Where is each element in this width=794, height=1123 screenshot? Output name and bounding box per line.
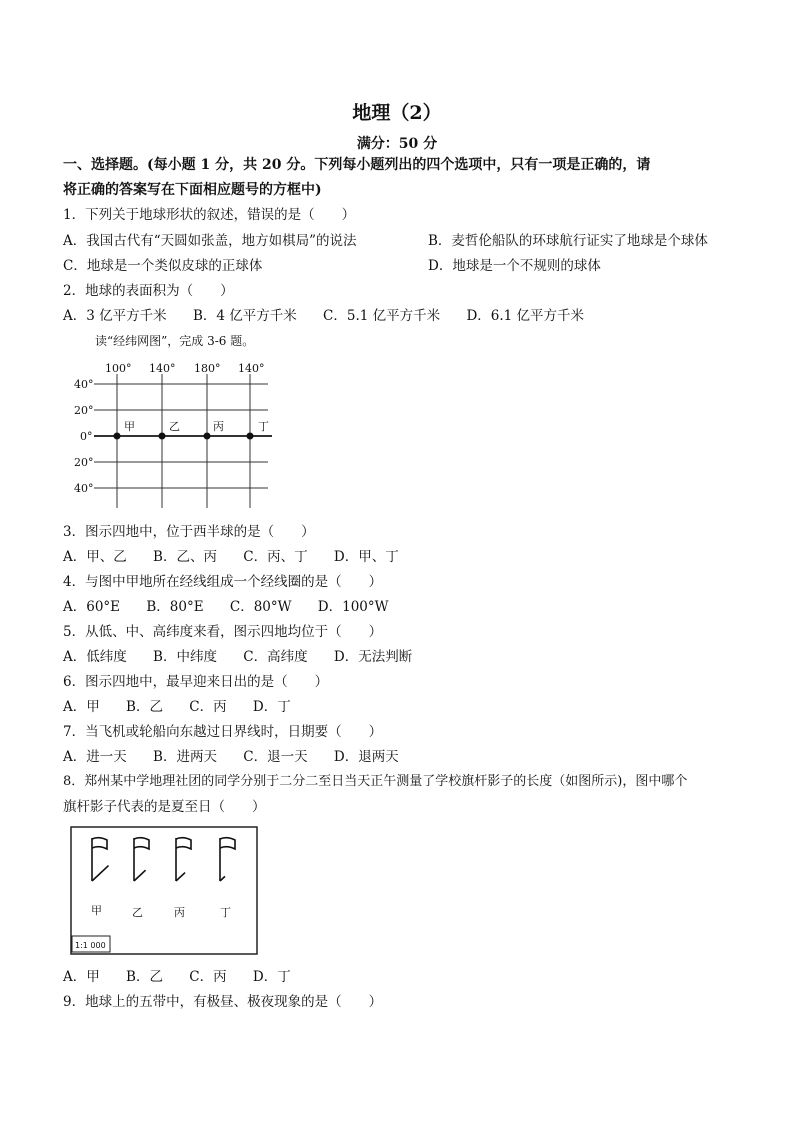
question-4-options: [63, 598, 389, 616]
section-heading-line1: 一、选择题。(每小题 1 分，共 20 分。下列每小题列出的四个选项中，只有一项是正确的，请: [63, 157, 651, 173]
shadow-bing: [176, 873, 185, 881]
q6-option-c: C．丙: [189, 699, 227, 715]
q1-option-c: C．地球是一个类似皮球的正球体: [63, 258, 263, 274]
latitude-label-1: 40°: [74, 378, 94, 391]
q2-option-a: A．3 亿平方千米: [63, 308, 167, 324]
point-label-yi: 乙: [169, 420, 180, 433]
q2-option-d: D．6.1 亿平方千米: [466, 308, 585, 324]
latitude-label-2: 20°: [74, 404, 94, 417]
longitude-label-2: 140°: [149, 362, 176, 375]
page-title: 地理（2）: [352, 102, 442, 124]
flag-jia: [92, 838, 107, 849]
flag-ding: [220, 838, 235, 849]
full-score: 满分：50 分: [356, 136, 438, 152]
question-6-stem: 6．图示四地中，最早迎来日出的是（ ）: [63, 674, 329, 690]
longitude-label-3: 180°: [194, 362, 221, 375]
flag-label-ding: 丁: [220, 906, 231, 919]
q6-option-d: D．丁: [252, 699, 291, 715]
q1-option-b: B．麦哲伦船队的环球航行证实了地球是个球体: [428, 233, 708, 249]
q2-option-b: B．4 亿平方千米: [192, 308, 297, 324]
q7-option-d: D．退两天: [333, 749, 399, 765]
figure-instruction: 读“经纬网图”，完成 3-6 题。: [95, 334, 255, 348]
q2-option-c: C．5.1 亿平方千米: [323, 308, 441, 324]
question-8-stem-line2: 旗杆影子代表的是夏至日（ ）: [63, 799, 266, 815]
q8-option-c: C．丙: [189, 969, 227, 985]
point-yi: [159, 433, 166, 440]
q3-option-a: A．甲、乙: [63, 549, 127, 565]
scale-label: 1:1 000: [75, 941, 106, 950]
question-6-options: [63, 698, 291, 716]
shadow-jia: [92, 866, 109, 881]
q8-option-d: D．丁: [252, 969, 291, 985]
flag-yi: [134, 838, 149, 849]
flagpole-shadow-figure: [70, 826, 260, 956]
q6-option-b: B．乙: [126, 699, 163, 715]
question-2-stem: 2．地球的表面积为（ ）: [63, 283, 234, 299]
q6-option-a: A．甲: [63, 699, 100, 715]
point-label-jia: 甲: [124, 420, 135, 433]
q5-option-a: A．低纬度: [63, 649, 127, 665]
q4-option-d: D．100°W: [317, 599, 389, 615]
question-5-options: [63, 648, 412, 666]
q7-option-b: B．进两天: [153, 749, 217, 765]
question-1-options-row1: [63, 232, 708, 250]
q1-option-a: A．我国古代有“天圆如张盖，地方如棋局”的说法: [63, 233, 357, 249]
latitude-label-5: 40°: [74, 482, 94, 495]
question-4-stem: 4．与图中甲地所在经线组成一个经线圈的是（ ）: [63, 574, 383, 590]
point-bing: [204, 433, 211, 440]
q5-option-b: B．中纬度: [153, 649, 217, 665]
question-1-stem: 1．下列关于地球形状的叙述，错误的是（ ）: [63, 207, 356, 223]
q4-option-a: A．60°E: [63, 599, 121, 615]
longitude-label-4: 140°: [238, 362, 265, 375]
question-5-stem: 5．从低、中、高纬度来看，图示四地均位于（ ）: [63, 624, 383, 640]
q5-option-d: D．无法判断: [333, 649, 413, 665]
q3-option-c: C．丙、丁: [243, 549, 308, 565]
q3-option-d: D．甲、丁: [333, 549, 399, 565]
q7-option-c: C．退一天: [243, 749, 308, 765]
point-jia: [114, 433, 121, 440]
q4-option-b: B．80°E: [146, 599, 204, 615]
q1-option-d: D．地球是一个不规则的球体: [428, 258, 601, 274]
question-7-stem: 7．当飞机或轮船向东越过日界线时，日期要（ ）: [63, 724, 383, 740]
q7-option-a: A．进一天: [63, 749, 127, 765]
longitude-label-1: 100°: [105, 362, 132, 375]
q8-option-a: A．甲: [63, 969, 100, 985]
q4-option-c: C．80°W: [229, 599, 292, 615]
question-8-options: [63, 968, 291, 986]
section-heading-line2: 将正确的答案写在下面相应题号的方框中): [63, 182, 322, 198]
question-9-stem: 9．地球上的五带中，有极昼、极夜现象的是（ ）: [63, 994, 383, 1010]
question-7-options: [63, 748, 399, 766]
question-3-options: [63, 548, 399, 566]
question-8-stem-line1: 8．郑州某中学地理社团的同学分别于二分二至日当天正午测量了学校旗杆影子的长度（如图所示)，图中哪个: [63, 774, 688, 789]
point-label-bing: 丙: [213, 420, 224, 433]
latitude-label-4: 20°: [74, 456, 94, 469]
point-label-ding: 丁: [258, 420, 269, 433]
flag-bing: [176, 838, 191, 849]
question-3-stem: 3．图示四地中，位于西半球的是（ ）: [63, 524, 315, 540]
q3-option-b: B．乙、丙: [153, 549, 217, 565]
q8-option-b: B．乙: [126, 969, 163, 985]
lat-long-grid-figure: [72, 360, 292, 512]
latitude-label-3: 0°: [80, 430, 93, 443]
question-2-options: [63, 307, 584, 325]
question-1-options-row2: [63, 257, 601, 275]
flag-label-bing: 丙: [174, 906, 185, 919]
point-ding: [247, 433, 254, 440]
flag-label-yi: 乙: [132, 906, 143, 919]
shadow-yi: [134, 870, 146, 881]
flag-label-jia: 甲: [91, 904, 102, 917]
q5-option-c: C．高纬度: [243, 649, 308, 665]
